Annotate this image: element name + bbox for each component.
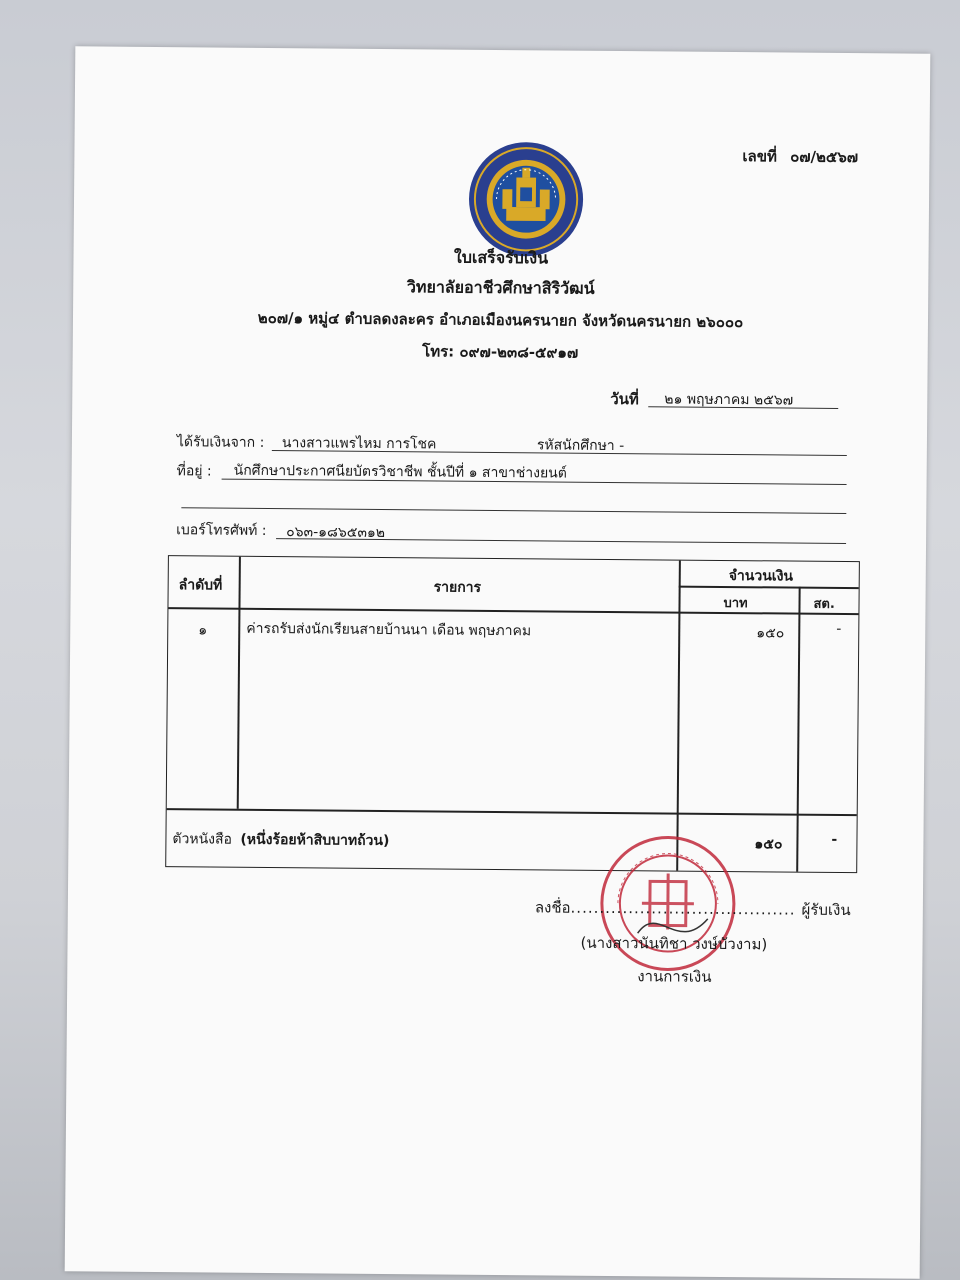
receipt-paper xyxy=(65,46,931,1278)
student-id-label: รหัสนักศึกษา - xyxy=(536,437,625,455)
total-words-value: (หนึ่งร้อยห้าสิบบาทถ้วน) xyxy=(240,831,390,850)
payer-phone-value: ๐๖๓-๑๘๖๕๓๑๒ xyxy=(286,524,386,542)
payer-address-value: นักศึกษาประกาศนียบัตรวิชาชีพ ชั้นปีที่ ๑ สาขาช่างยนต์ xyxy=(233,462,567,482)
total-words xyxy=(172,828,389,852)
college-logo xyxy=(467,140,586,259)
receipt-number xyxy=(742,144,858,169)
total-baht: ๑๕๐ xyxy=(754,836,783,853)
table-header-satang: สต. xyxy=(813,596,835,612)
table-header-no: ลำดับที่ xyxy=(178,577,223,594)
receipt-number-value: ๐๗/๒๕๖๗ xyxy=(790,147,859,167)
table-hline-total xyxy=(167,808,857,816)
table-vline-no xyxy=(237,557,241,809)
payer-phone-label: เบอร์โทรศัพท์ : xyxy=(176,522,267,539)
date-value: ๒๑ พฤษภาคม ๒๕๖๗ xyxy=(664,391,794,409)
signer-name: (นางสาวนันทิชา วงษ์บัวงาม) xyxy=(580,933,768,954)
table-hline-header xyxy=(168,607,858,615)
table-vline-baht xyxy=(796,587,800,872)
sign-label: ลงชื่อ xyxy=(534,898,571,917)
row-1-no: ๑ xyxy=(198,622,208,639)
address-underline-2 xyxy=(181,507,846,514)
signer-position: งานการเงิน xyxy=(637,967,712,986)
row-1-satang: - xyxy=(836,620,842,637)
college-phone: โทร: ๐๙๗-๒๓๘-๕๙๑๗ xyxy=(422,342,579,362)
college-name: วิทยาลัยอาชีวศึกษาสิริวัฒน์ xyxy=(406,277,595,298)
total-satang: - xyxy=(831,831,838,848)
receiver-label: ผู้รับเงิน xyxy=(801,900,851,920)
total-words-label: ตัวหนังสือ xyxy=(172,831,233,848)
table-header-item: รายการ xyxy=(433,579,482,596)
items-table xyxy=(165,555,860,873)
row-1-item: ค่ารถรับส่งนักเรียนสายบ้านนา เดือน พฤษภาคม xyxy=(246,620,532,640)
receipt-title: ใบเสร็จรับเงิน xyxy=(453,247,549,268)
table-header-baht: บาท xyxy=(723,595,748,612)
received-from-label: ได้รับเงินจาก : xyxy=(176,434,265,451)
payer-name: นางสาวแพรไหม การโชค xyxy=(281,435,437,453)
table-vline-item xyxy=(676,561,680,871)
table-header-amount: จำนวนเงิน xyxy=(728,568,794,585)
row-1-baht: ๑๕๐ xyxy=(756,625,785,642)
receipt-number-label: เลขที่ xyxy=(742,147,777,166)
date-label: วันที่ xyxy=(610,389,639,409)
college-address: ๒๐๗/๑ หมู่๔ ตำบลดงละคร อำเภอเมืองนครนายก จังหวัดนครนายก ๒๖๐๐๐ xyxy=(257,308,744,332)
signature-line: ลงชื่อ....................................... ผู้รับเงิน xyxy=(534,898,851,920)
payer-address-label: ที่อยู่ : xyxy=(176,463,212,480)
